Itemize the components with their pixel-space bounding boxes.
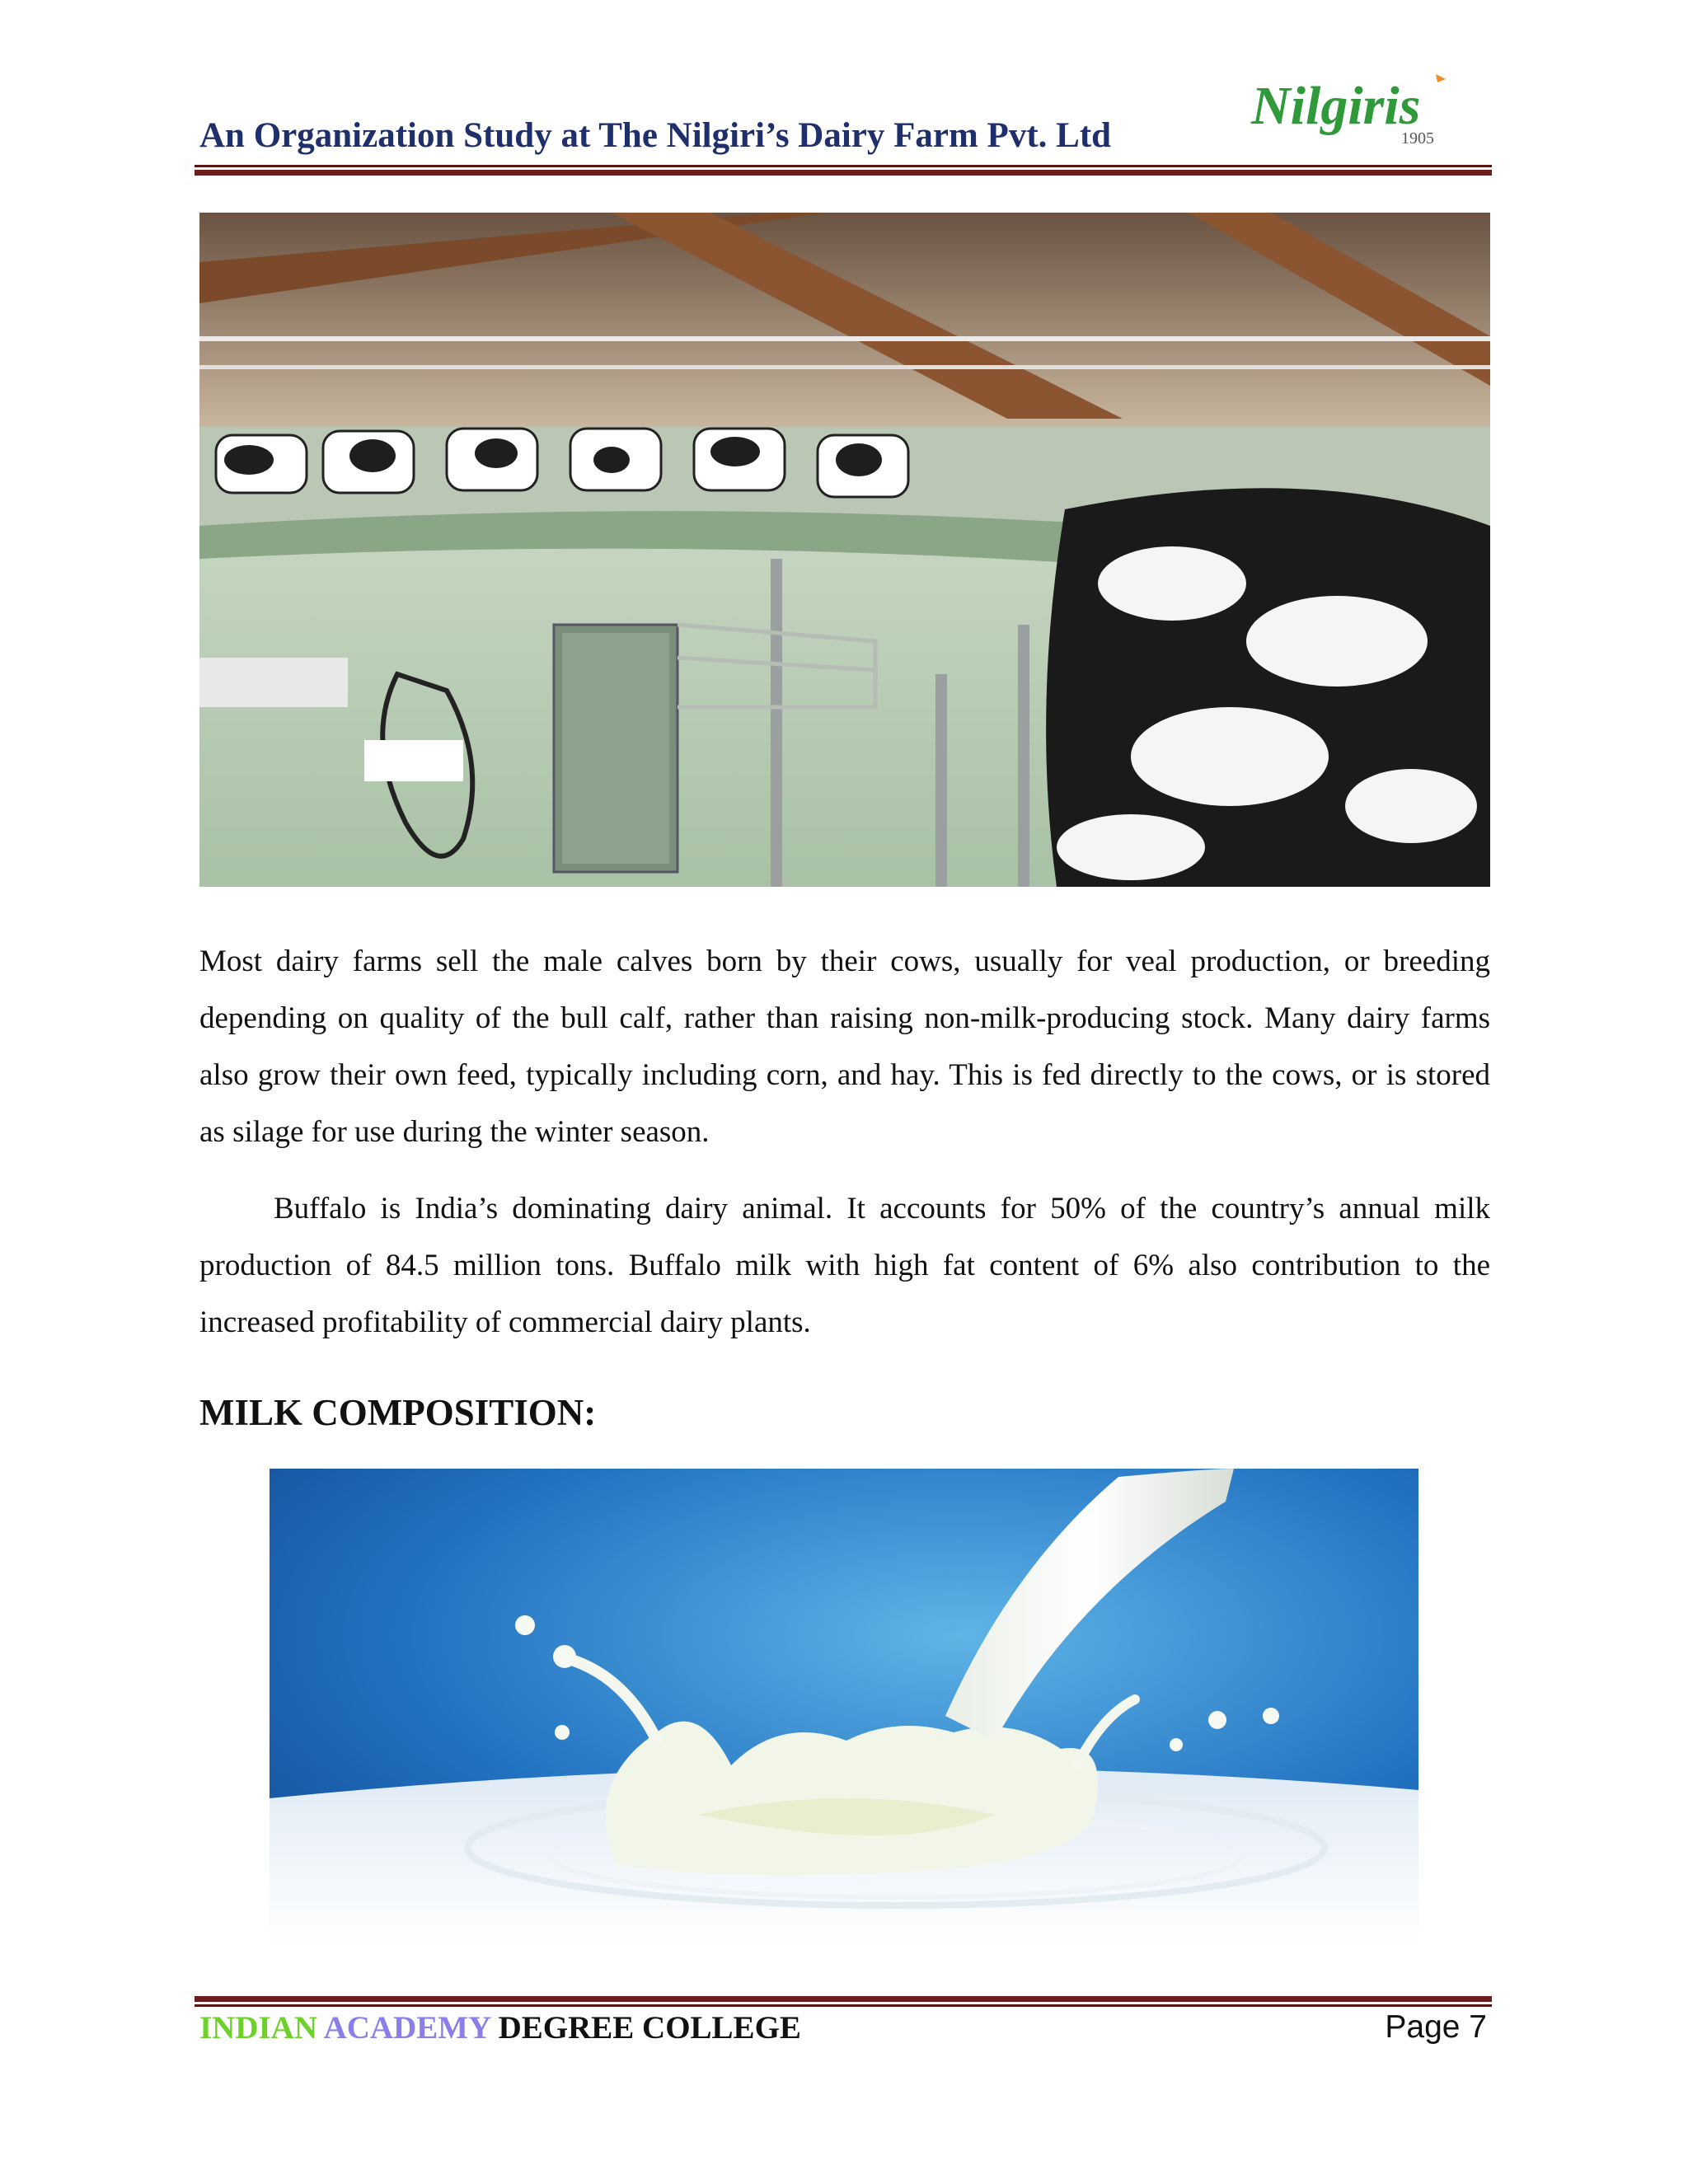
footer-college-word-indian: INDIAN — [199, 2010, 318, 2046]
page-number: Page 7 — [1385, 2009, 1487, 2045]
nilgiris-logo — [1245, 64, 1467, 147]
document-header-title: An Organization Study at The Nilgiri’s Dairy Farm Pvt. Ltd — [199, 116, 1112, 155]
footer-college-word-degree-college: DEGREE COLLEGE — [498, 2010, 801, 2046]
footer-rule — [195, 1996, 1492, 2008]
paragraph-buffalo: Buffalo is India’s dominating dairy animal. It accounts for 50% of the country’s annual milk production of 84.5 million tons. Buffalo milk with high fat content of 6% also contribution to the increased profitability of commercial dairy plants. — [199, 1192, 1490, 1339]
paragraph-male-calves: Most dairy farms sell the male calves born by their cows, usually for veal production, or breeding depending on quality of the bull calf, rather than raising non-milk-producing stock. Many dairy farms also grow their own feed, typically including corn, and hay. This is fed directly to the cows, or is stored as silage for use during the winter season. — [199, 944, 1490, 1149]
logo-wordmark: Nilgiris — [1251, 76, 1421, 136]
header-rule — [195, 165, 1492, 176]
logo-year: 1905 — [1401, 129, 1434, 147]
footer-college-name — [199, 2009, 801, 2046]
logo-bird-icon — [1436, 74, 1446, 82]
section-heading-milk-composition: MILK COMPOSITION: — [199, 1392, 597, 1433]
milk-splash-photo — [270, 1469, 1418, 1945]
rotary-milking-parlour-photo — [199, 213, 1490, 887]
footer-college-word-academy: ACADEMY — [323, 2010, 490, 2046]
